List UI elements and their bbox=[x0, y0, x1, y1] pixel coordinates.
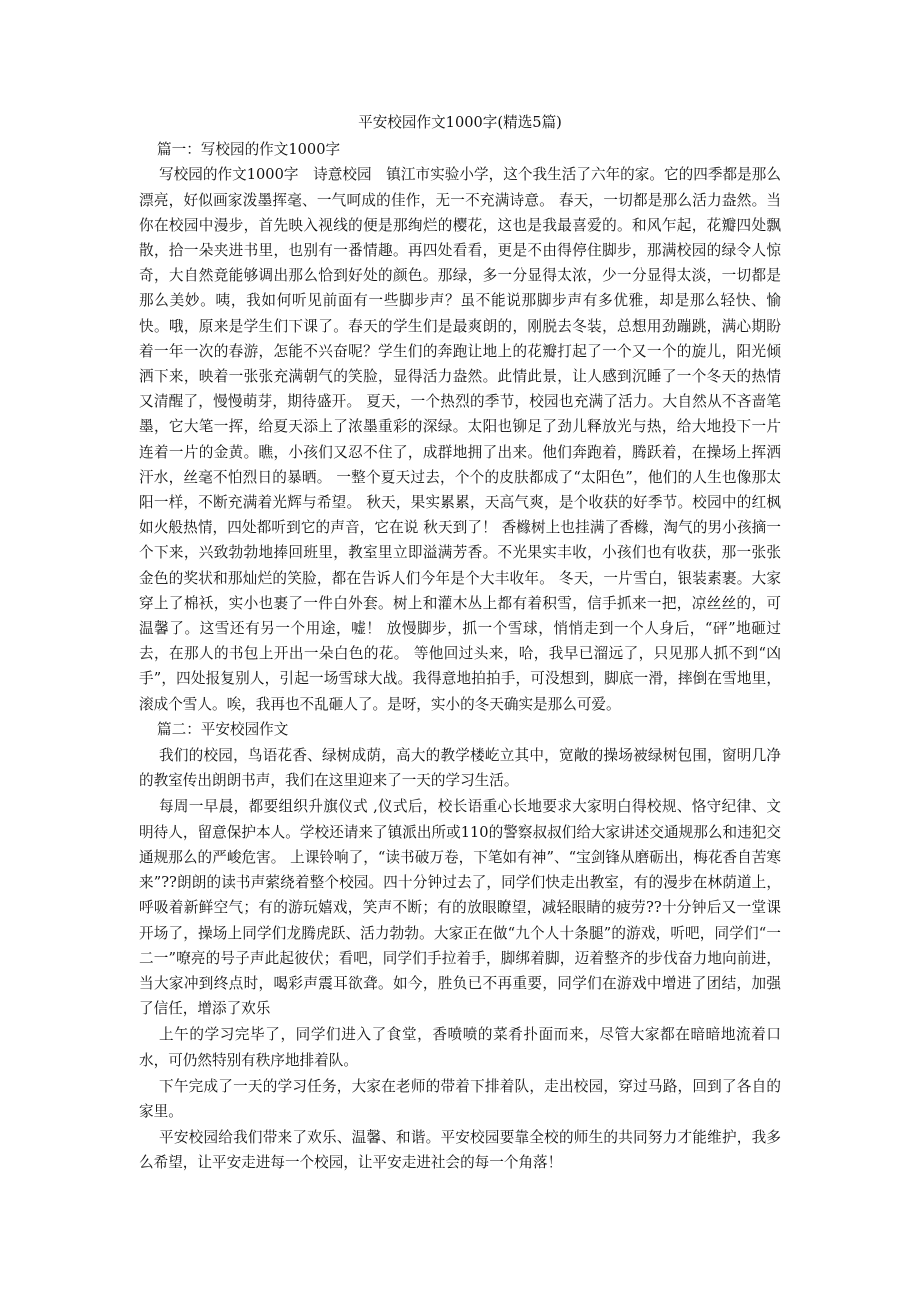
section-heading-1: 篇一：写校园的作文1000字 bbox=[157, 141, 341, 159]
section-2-paragraph-1: 我们的校园，鸟语花香、绿树成荫，高大的教学楼屹立其中，宽敞的操场被绿树包围，窗明几净的教室传出朗朗书声，我们在这里迎来了一天的学习生活。 bbox=[139, 747, 781, 790]
section-heading-2: 篇二：平安校园作文 bbox=[157, 720, 289, 738]
document-title: 平安校园作文1000字(精选5篇) bbox=[358, 114, 562, 131]
section-2-paragraph-3: 上午的学习完毕了，同学们进入了食堂，香喷喷的菜肴扑面而来，尽管大家都在暗暗地流着口水，可仍然特别有秩序地排着队。 bbox=[139, 1026, 781, 1069]
section-2-paragraph-5: 平安校园给我们带来了欢乐、温馨、和谐。平安校园要靠全校的师生的共同努力才能维护，我多么希望，让平安走进每一个校园，让平安走进社会的每一个角落！ bbox=[139, 1129, 781, 1172]
section-2-paragraph-2: 每周一早晨，都要组织升旗仪式 ,仪式后，校长语重心长地要求大家明白得校规、恪守纪律、文明待人，留意保护本人。学校还请来了镇派出所或110的警察叔叔们给大家讲述交通规那么和违犯交通规那么的严峻危害。 上课铃响了，“读书破万卷，下笔如有神”、“宝剑锋从磨砺出，梅花香自苦寒来”??朗朗的读书声萦绕着整个校园。四十分钟过去了，同学们快走出教室，有的漫步在林荫道上，呼吸着新鲜空气；有的游玩嬉戏，笑声不断；有的放眼瞭望，减轻眼睛的疲劳??十分钟后又一堂课开场了，操场上同学们龙腾虎跃、活力勃勃。大家正在做“九个人十条腿”的游戏，听吧，同学们“一二一”嘹亮的号子声此起彼伏；看吧，同学们手拉着手，脚绑着脚，迈着整齐的步伐奋力地向前进，当大家冲到终点时，喝彩声震耳欲聋。如今，胜负已不再重要，同学们在游戏中增进了团结，加强了信任，增添了欢乐 bbox=[139, 798, 781, 1018]
section-2-paragraph-4: 下午完成了一天的学习任务，大家在老师的带着下排着队，走出校园，穿过马路，回到了各自的家里。 bbox=[139, 1077, 781, 1120]
section-1-paragraph-1: 写校园的作文1000字 诗意校园 镇江市实验小学，这个我生活了六年的家。它的四季都是那么漂亮，好似画家泼墨挥毫、一气呵成的佳作，无一不充满诗意。 春天，一切都是那么活力盎然。当你在校园中漫步，首先映入视线的便是那绚烂的樱花，这也是我最喜爱的。和风乍起，花瓣四处飘散，拾一朵夹进书里，也别有一番情趣。再四处看看，更是不由得停住脚步，那满校园的绿令人惊奇，大自然竟能够调出那么恰到好处的颜色。那绿，多一分显得太浓，少一分显得太淡，一切都是那么美妙。咦，我如何听见前面有一些脚步声？虽不能说那脚步声有多优雅，却是那么轻快、愉快。哦，原来是学生们下课了。春天的学生们是最爽朗的，刚脱去冬装，总想用劲蹦跳，满心期盼着一年一次的春游，怎能不兴奋呢？学生们的奔跑让地上的花瓣打起了一个又一个的旋儿，阳光倾洒下来，映着一张张充满朝气的笑脸，显得活力盎然。此情此景，让人感到沉睡了一个冬天的热情又清醒了，慢慢萌芽，期待盛开。 夏天，一个热烈的季节，校园也充满了活力。大自然从不吝啬笔墨，它大笔一挥，给夏天添上了浓墨重彩的深绿。太阳也铆足了劲儿释放光与热，给大地投下一片连着一片的金黄。瞧，小孩们又忍不住了，成群地拥了出来。他们奔跑着，腾跃着，在操场上挥洒汗水，丝毫不怕烈日的暴晒。 一整个夏天过去，个个的皮肤都成了“太阳色”，他们的人生也像那太阳一样，不断充满着光辉与希望。 秋天，果实累累，天高气爽，是个收获的好季节。校园中的红枫如火般热情，四处都听到它的声音，它在说 秋天到了！ 香橼树上也挂满了香橼，淘气的男小孩摘一个下来，兴致勃勃地捧回班里，教室里立即溢满芳香。不光果实丰收，小孩们也有收获，那一张张金色的奖状和那灿烂的笑脸，都在告诉人们今年是个大丰收年。 冬天，一片雪白，银装素裹。大家穿上了棉袄，实小也裹了一件白外套。树上和灌木丛上都有着积雪，信手抓来一把，凉丝丝的，可温馨了。这雪还有另一个用途，嘘！ 放慢脚步，抓一个雪球，悄悄走到一个人身后，“砰”地砸过去，在那人的书包上开出一朵白色的花。 等他回过头来，哈，我早已溜远了，只见那人抓不到“凶手”，四处报复别人，引起一场雪球大战。我得意地拍拍手，可没想到，脚底一滑，摔倒在雪地里，滚成个雪人。唉，我再也不乱砸人了。是呀，实小的冬天确实是那么可爱。 bbox=[139, 166, 781, 713]
document-body bbox=[139, 110, 781, 1176]
